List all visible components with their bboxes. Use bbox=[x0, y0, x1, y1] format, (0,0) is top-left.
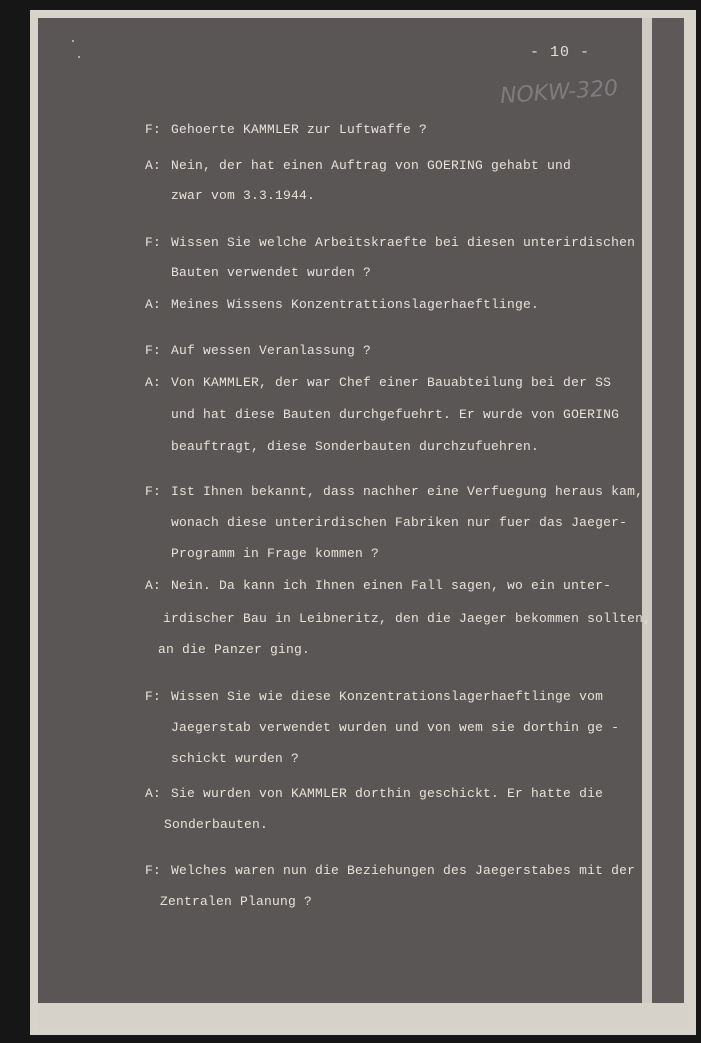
speaker-label: F: bbox=[145, 235, 162, 250]
answer-line bbox=[145, 786, 603, 801]
speaker-label: A: bbox=[145, 297, 162, 312]
answer-continuation: Sonderbauten. bbox=[164, 817, 269, 832]
question-continuation: Bauten verwendet wurden ? bbox=[171, 265, 372, 280]
question-line bbox=[145, 343, 371, 358]
question-continuation: Zentralen Planung ? bbox=[160, 894, 313, 909]
speaker-label: F: bbox=[145, 122, 162, 137]
speaker-label: F: bbox=[145, 863, 162, 878]
line-text: Nein, der hat einen Auftrag von GOERING gehabt und bbox=[171, 158, 572, 173]
speaker-label: A: bbox=[145, 375, 162, 390]
question-line bbox=[145, 689, 603, 704]
line-text: Gehoerte KAMMLER zur Luftwaffe ? bbox=[171, 122, 428, 137]
line-text: Sie wurden von KAMMLER dorthin geschickt. Er hatte die bbox=[171, 786, 604, 801]
right-paper-strip bbox=[652, 18, 684, 1008]
question-continuation: wonach diese unterirdischen Fabriken nur fuer das Jaeger- bbox=[171, 515, 628, 530]
answer-line bbox=[145, 297, 539, 312]
answer-line bbox=[145, 578, 611, 593]
question-line bbox=[145, 235, 635, 250]
speaker-label: A: bbox=[145, 578, 162, 593]
line-text: Nein. Da kann ich Ihnen einen Fall sagen, wo ein unter- bbox=[171, 578, 612, 593]
line-text: Wissen Sie wie diese Konzentrationslagerhaeftlinge vom bbox=[171, 689, 604, 704]
answer-continuation: zwar vom 3.3.1944. bbox=[171, 188, 316, 203]
question-continuation: Jaegerstab verwendet wurden und von wem sie dorthin ge - bbox=[171, 720, 620, 735]
line-text: Von KAMMLER, der war Chef einer Bauabteilung bei der SS bbox=[171, 375, 612, 390]
line-text: Auf wessen Veranlassung ? bbox=[171, 343, 372, 358]
dust-speck bbox=[72, 40, 74, 42]
speaker-label: A: bbox=[145, 786, 162, 801]
answer-continuation: beauftragt, diese Sonderbauten durchzufuehren. bbox=[171, 439, 540, 454]
handwritten-annotation: NOKW-320 bbox=[499, 75, 619, 110]
line-text: Ist Ihnen bekannt, dass nachher eine Verfuegung heraus kam, bbox=[171, 484, 644, 499]
speaker-label: F: bbox=[145, 689, 162, 704]
question-continuation: Programm in Frage kommen ? bbox=[171, 546, 380, 561]
answer-continuation: und hat diese Bauten durchgefuehrt. Er wurde von GOERING bbox=[171, 407, 620, 422]
answer-line bbox=[145, 375, 611, 390]
question-line bbox=[145, 863, 635, 878]
page-number: - 10 - bbox=[530, 44, 591, 61]
line-text: Welches waren nun die Beziehungen des Jaegerstabes mit der bbox=[171, 863, 636, 878]
answer-continuation: irdischer Bau in Leibneritz, den die Jaeger bekommen sollten, bbox=[163, 611, 652, 626]
dust-speck bbox=[78, 56, 80, 58]
speaker-label: F: bbox=[145, 484, 162, 499]
speaker-label: A: bbox=[145, 158, 162, 173]
question-continuation: schickt wurden ? bbox=[171, 751, 300, 766]
question-line bbox=[145, 484, 643, 499]
line-text: Meines Wissens Konzentrattionslagerhaeftlinge. bbox=[171, 297, 540, 312]
bottom-paper-strip bbox=[38, 1003, 688, 1029]
speaker-label: F: bbox=[145, 343, 162, 358]
answer-continuation: an die Panzer ging. bbox=[158, 642, 311, 657]
question-line bbox=[145, 122, 427, 137]
fold-line bbox=[642, 18, 652, 1008]
line-text: Wissen Sie welche Arbeitskraefte bei diesen unterirdischen bbox=[171, 235, 636, 250]
answer-line bbox=[145, 158, 571, 173]
